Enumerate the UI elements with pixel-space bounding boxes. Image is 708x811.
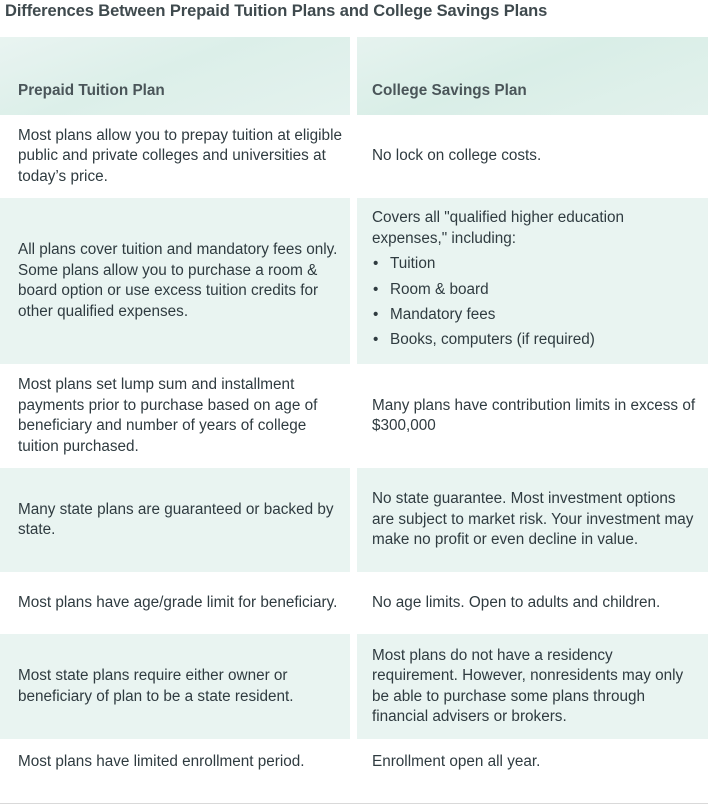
prepaid-cell: Many state plans are guaranteed or backed by state. [0, 468, 350, 572]
savings-cell: Many plans have contribution limits in excess of $300,000 [357, 364, 708, 468]
savings-cell-intro: Covers all "qualified higher education expenses," including: [372, 209, 625, 247]
prepaid-cell: Most plans allow you to prepay tuition at eligible public and private colleges and universities at today’s price. [0, 115, 350, 198]
savings-cell [357, 198, 708, 364]
header-prepaid-tuition-plan: Prepaid Tuition Plan [0, 37, 350, 115]
comparison-table [0, 37, 708, 785]
savings-cell: No lock on college costs. [357, 115, 708, 198]
prepaid-cell: Most plans set lump sum and installment payments prior to purchase based on age of beneficiary and number of years of college tuition purchased. [0, 364, 350, 468]
list-item: • Books, computers (if required) [372, 327, 700, 352]
table-row [0, 364, 708, 468]
list-item: • Room & board [372, 277, 700, 302]
prepaid-cell: Most state plans require either owner or beneficiary of plan to be a state resident. [0, 634, 350, 739]
table-row [0, 198, 708, 364]
table-title: Differences Between Prepaid Tuition Plans and College Savings Plans [5, 2, 548, 20]
prepaid-cell: Most plans have age/grade limit for beneficiary. [0, 572, 350, 634]
table-header-row [0, 37, 708, 115]
savings-cell: No state guarantee. Most investment options are subject to market risk. Your investment may make no profit or even decline in value. [357, 468, 708, 572]
table-row [0, 468, 708, 572]
table-row [0, 572, 708, 634]
savings-cell: No age limits. Open to adults and children. [357, 572, 708, 634]
list-item: • Mandatory fees [372, 302, 700, 327]
table-row [0, 739, 708, 785]
prepaid-cell: All plans cover tuition and mandatory fees only. Some plans allow you to purchase a room & board option or use excess tuition credits for other qualified expenses. [0, 198, 350, 364]
savings-cell: Most plans do not have a residency requirement. However, nonresidents may only be able to purchase some plans through financial advisers or brokers. [357, 634, 708, 739]
prepaid-cell: Most plans have limited enrollment period. [0, 739, 350, 785]
list-item: • Tuition [372, 251, 700, 276]
table-bottom-border [0, 803, 708, 804]
savings-cell: Enrollment open all year. [357, 739, 708, 785]
table-row [0, 634, 708, 739]
table-row [0, 115, 708, 198]
header-college-savings-plan: College Savings Plan [357, 37, 708, 115]
qualified-expenses-list [372, 251, 700, 352]
